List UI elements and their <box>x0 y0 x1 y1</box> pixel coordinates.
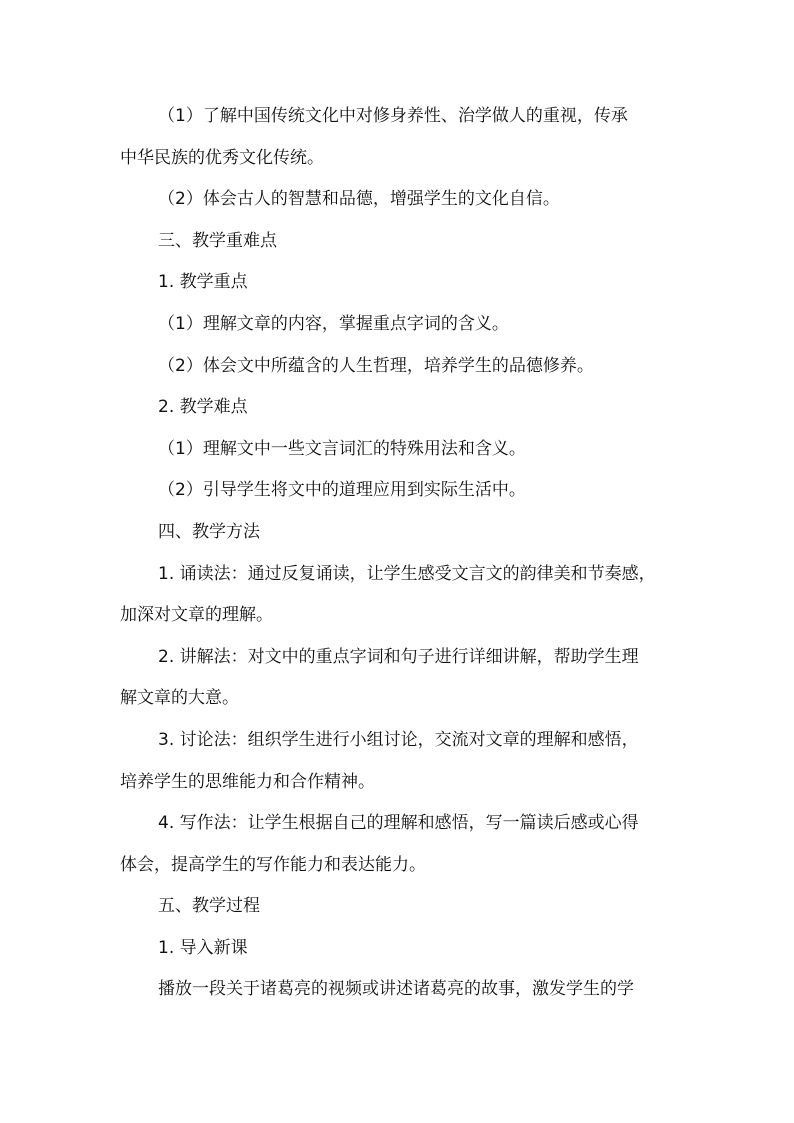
document-body <box>120 96 680 1011</box>
text-line: 3. 讨论法：组织学生进行小组讨论，交流对文章的理解和感悟， <box>158 729 639 750</box>
subsection-heading: 1. 导入新课 <box>158 937 248 958</box>
text-line: 培养学生的思维能力和合作精神。 <box>120 771 375 792</box>
text-line: 2. 讲解法：对文中的重点字词和句子进行详细讲解，帮助学生理 <box>158 646 639 667</box>
subsection-heading: 1. 教学重点 <box>158 272 248 293</box>
text-line: （2）体会古人的智慧和品德，增强学生的文化自信。 <box>158 189 560 210</box>
section-heading: 五、教学过程 <box>158 896 260 917</box>
text-line: 解文章的大意。 <box>120 688 239 709</box>
text-line: （1）理解文章的内容，掌握重点字词的含义。 <box>158 313 509 334</box>
text-line: 加深对文章的理解。 <box>120 605 273 626</box>
text-line: 4. 写作法：让学生根据自己的理解和感悟，写一篇读后感或心得 <box>158 813 639 834</box>
subsection-heading: 2. 教学难点 <box>158 397 248 418</box>
text-line: （1）理解文中一些文言词汇的特殊用法和含义。 <box>158 438 526 459</box>
text-line: 体会，提高学生的写作能力和表达能力。 <box>120 854 426 875</box>
text-line: （2）体会文中所蕴含的人生哲理，培养学生的品德修养。 <box>158 355 594 376</box>
text-line: 1. 诵读法：通过反复诵读，让学生感受文言文的韵律美和节奏感， <box>158 563 656 584</box>
text-line: 中华民族的优秀文化传统。 <box>120 147 324 168</box>
section-heading: 四、教学方法 <box>158 521 260 542</box>
text-line: 播放一段关于诸葛亮的视频或讲述诸葛亮的故事，激发学生的学 <box>158 979 634 1000</box>
section-heading: 三、教学重难点 <box>158 230 277 251</box>
text-line: （2）引导学生将文中的道理应用到实际生活中。 <box>158 480 526 501</box>
text-line: （1）了解中国传统文化中对修身养性、治学做人的重视，传承 <box>158 106 628 126</box>
